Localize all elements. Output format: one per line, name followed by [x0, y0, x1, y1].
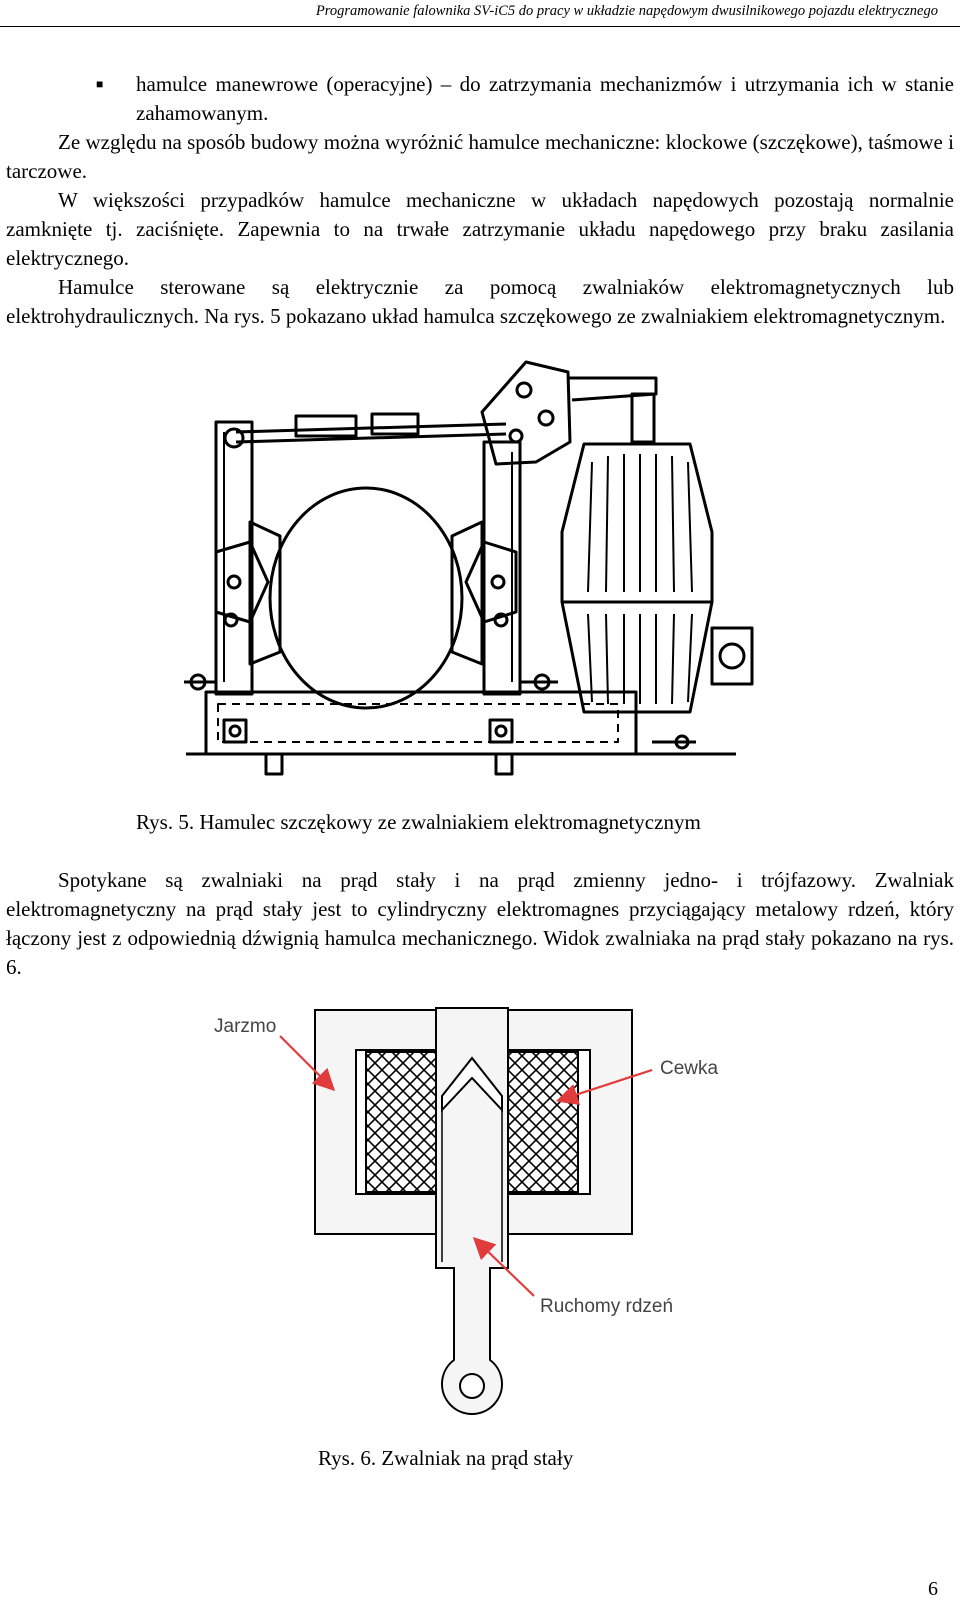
header-title: Programowanie falownika SV-iC5 do pracy w układzie napędowym dwusilnikowego pojazdu elektrycznego — [315, 3, 938, 19]
coil-right — [508, 1052, 578, 1192]
paragraph-4: Spotykane są zwalniaki na prąd stały i na prąd zmienny jedno- i trójfazowy. Zwalniak elektromagnetyczny na prąd stały jest to cylindryczny elektromagnes przyciągający metalowy rdzeń, który łączony jest z odpowiednią dźwignią hamulca mechanicznego. Widok zwalniaka na prąd stały pokazano na rys. 6. — [6, 868, 954, 979]
label-ruchomy-rdzen: Ruchomy rdzeń — [540, 1296, 674, 1317]
bullet-list-item — [96, 70, 954, 128]
paragraph-2: W większości przypadków hamulce mechaniczne w układach napędowych pozostają normalnie zamknięte tj. zaciśnięte. Zapewnia to na trwałe zatrzymanie układu napędowego przy braku zasilania elektrycznego. — [6, 188, 954, 270]
dc-release-diagram — [200, 1000, 760, 1430]
figure-5-caption: Rys. 5. Hamulec szczękowy ze zwalniakiem elektromagnetycznym — [136, 810, 701, 834]
square-bullet-icon: ■ — [96, 77, 104, 91]
label-cewka: Cewka — [660, 1058, 719, 1079]
coil-left — [366, 1052, 436, 1192]
shoe-brake-drawing — [176, 352, 766, 784]
bullet-text: hamulce manewrowe (operacyjne) – do zatrzymania mechanizmów i utrzymania ich w stanie zahamowanym. — [136, 72, 954, 125]
figure-6-caption: Rys. 6. Zwalniak na prąd stały — [318, 1446, 574, 1470]
paragraph-1: Ze względu na sposób budowy można wyróżnić hamulce mechaniczne: klockowe (szczękowe), taśmowe i tarczowe. — [6, 130, 954, 183]
page-header — [0, 0, 960, 27]
paragraph-1-wrap — [6, 128, 954, 331]
core-eye-hole — [460, 1374, 484, 1398]
label-jarzmo: Jarzmo — [214, 1016, 277, 1037]
paragraph-3: Hamulce sterowane są elektrycznie za pomocą zwalniaków elektromagnetycznych lub elektrohydraulicznych. Na rys. 5 pokazano układ hamulca szczękowego ze zwalniakiem elektromagnetycznym. — [6, 275, 954, 328]
paragraph-4-wrap — [6, 866, 954, 982]
page-number: 6 — [928, 1578, 938, 1600]
